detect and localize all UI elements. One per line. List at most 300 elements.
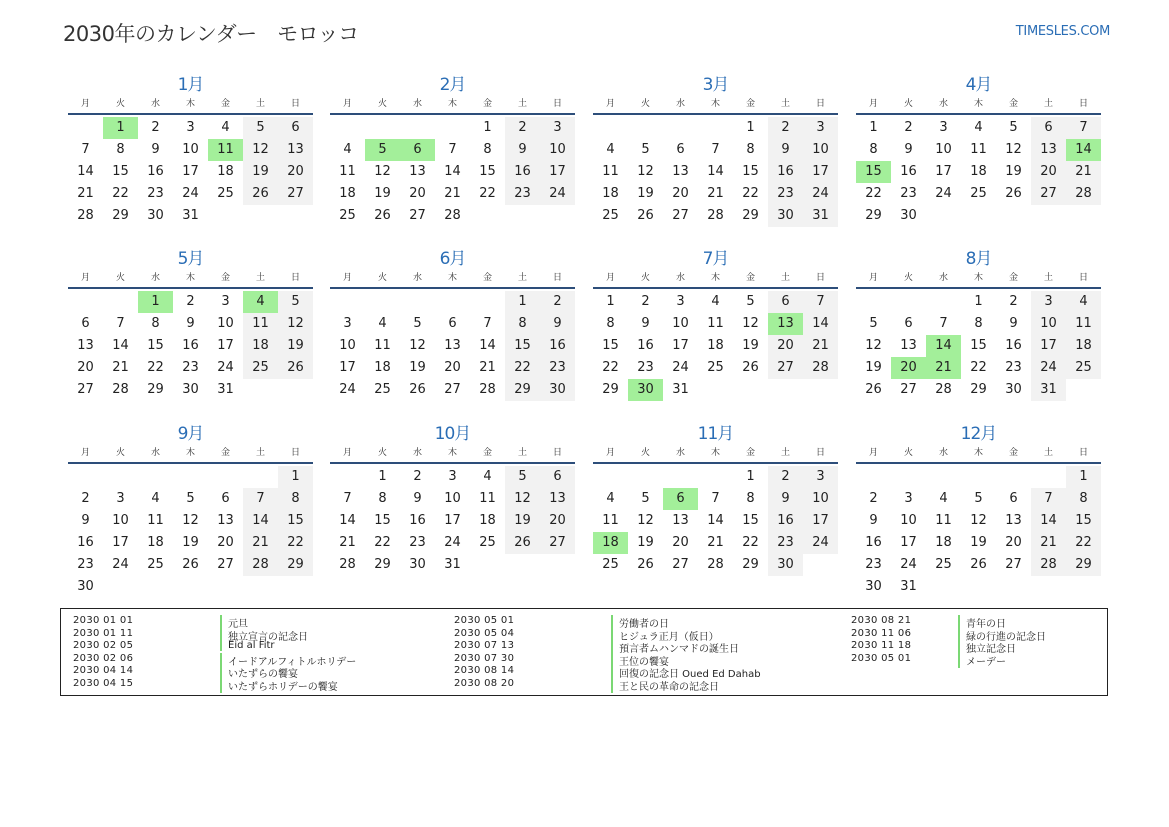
day-cell: 25	[217, 186, 234, 201]
weekday-header	[68, 445, 313, 461]
day-cell: 25	[935, 557, 952, 572]
day-cell: 3	[803, 466, 838, 488]
holiday-name: 王と民の革命の記念日	[611, 678, 719, 693]
day-cell: 17	[540, 161, 575, 183]
day-cell: 4	[483, 469, 492, 484]
weekday-label: 木	[447, 99, 457, 109]
day-cell: 17	[900, 535, 917, 550]
day-cell: 7	[81, 142, 90, 157]
empty-cell	[243, 379, 278, 401]
day-cell: 12	[374, 164, 391, 179]
weekday-header	[68, 270, 313, 286]
empty-cell	[733, 379, 768, 401]
site-link[interactable]: TIMESLES.COM	[1015, 24, 1110, 39]
day-cell: 22	[742, 535, 759, 550]
day-cell: 2	[869, 491, 878, 506]
day-cell: 23	[900, 186, 917, 201]
day-cell: 3	[676, 294, 685, 309]
holiday-date: 2030 08 21	[851, 615, 912, 626]
day-cell: 13	[540, 488, 575, 510]
day-cell: 9	[768, 488, 803, 510]
day-cell: 3	[803, 117, 838, 139]
day-cell: 11	[147, 513, 164, 528]
day-cell: 17	[339, 360, 356, 375]
day-cell: 14	[77, 164, 94, 179]
day-cell: 5	[641, 491, 650, 506]
day-cell: 22	[479, 186, 496, 201]
weekday-label: 月	[868, 273, 878, 283]
empty-cell	[926, 466, 961, 488]
day-cell: 12	[182, 513, 199, 528]
holiday-date: 2030 05 04	[454, 627, 515, 639]
day-grid	[330, 117, 575, 227]
day-cell: 18	[217, 164, 234, 179]
empty-cell	[996, 205, 1031, 227]
day-cell: 17	[672, 338, 689, 353]
day-cell: 17	[444, 513, 461, 528]
month-block	[593, 248, 838, 401]
header-rule	[593, 287, 838, 289]
empty-cell	[593, 117, 628, 139]
day-cell: 2	[641, 294, 650, 309]
day-cell: 9	[413, 491, 422, 506]
day-cell: 10	[672, 316, 689, 331]
empty-cell	[470, 205, 505, 227]
day-cell: 22	[602, 360, 619, 375]
holiday-name: メーデー	[958, 653, 1006, 668]
month-name: 8月	[965, 249, 992, 269]
empty-cell	[698, 466, 733, 488]
day-cell: 15	[1066, 510, 1101, 532]
day-cell: 19	[1005, 164, 1022, 179]
weekday-header	[68, 96, 313, 112]
day-cell: 25	[1066, 357, 1101, 379]
day-cell: 25	[339, 208, 356, 223]
weekday-label: 金	[1008, 448, 1018, 458]
holiday-date: 2030 07 30	[454, 652, 515, 664]
weekday-label: 日	[1078, 448, 1088, 458]
day-cell: 15	[970, 338, 987, 353]
day-cell: 20	[891, 357, 926, 379]
day-cell: 4	[343, 142, 352, 157]
day-cell: 18	[479, 513, 496, 528]
day-cell: 18	[243, 335, 278, 357]
page-title: 2030年のカレンダー モロッコ	[63, 22, 359, 46]
empty-cell	[1031, 205, 1066, 227]
day-cell: 22	[970, 360, 987, 375]
month-name: 4月	[965, 75, 992, 95]
weekday-label: 金	[482, 448, 492, 458]
weekday-label: 水	[938, 448, 948, 458]
day-cell: 7	[939, 316, 948, 331]
day-cell: 5	[641, 142, 650, 157]
header-rule	[68, 287, 313, 289]
day-cell: 13	[672, 164, 689, 179]
day-cell: 28	[1031, 554, 1066, 576]
day-cell: 30	[182, 382, 199, 397]
day-cell: 2	[904, 120, 913, 135]
day-cell: 24	[217, 360, 234, 375]
empty-cell	[768, 379, 803, 401]
empty-cell	[663, 117, 698, 139]
weekday-label: 日	[815, 448, 825, 458]
day-cell: 5	[278, 291, 313, 313]
day-cell: 13	[217, 513, 234, 528]
day-cell: 28	[77, 208, 94, 223]
weekday-header	[330, 270, 575, 286]
day-cell: 4	[1066, 291, 1101, 313]
holiday-date: 2030 02 05	[73, 640, 134, 652]
month-name: 11月	[697, 424, 734, 444]
day-cell: 29	[112, 208, 129, 223]
day-cell: 2	[768, 117, 803, 139]
weekday-label: 土	[255, 448, 265, 458]
empty-cell	[243, 205, 278, 227]
empty-cell	[470, 554, 505, 576]
empty-cell	[628, 466, 663, 488]
day-cell: 13	[768, 313, 803, 335]
day-cell: 5	[974, 491, 983, 506]
holiday-date: 2030 01 11	[73, 627, 134, 639]
day-cell: 16	[768, 510, 803, 532]
empty-cell	[926, 576, 961, 598]
weekday-label: 月	[80, 448, 90, 458]
month-block	[856, 74, 1101, 227]
day-cell: 6	[663, 488, 698, 510]
day-cell: 15	[505, 335, 540, 357]
holiday-name: 独立記念日	[958, 640, 1016, 655]
weekday-label: 日	[552, 448, 562, 458]
day-cell: 25	[374, 382, 391, 397]
empty-cell	[103, 576, 138, 598]
day-cell: 9	[1009, 316, 1018, 331]
day-cell: 15	[479, 164, 496, 179]
day-cell: 25	[602, 208, 619, 223]
day-cell: 28	[112, 382, 129, 397]
day-cell: 26	[243, 183, 278, 205]
month-name: 1月	[177, 75, 204, 95]
holiday-date: 2030 08 20	[454, 678, 515, 689]
day-cell: 13	[900, 338, 917, 353]
day-cell: 2	[186, 294, 195, 309]
day-cell: 7	[243, 488, 278, 510]
weekday-label: 日	[290, 448, 300, 458]
day-cell: 1	[505, 291, 540, 313]
day-cell: 14	[803, 313, 838, 335]
month-name: 5月	[177, 249, 204, 269]
holiday-date: 2030 05 01	[851, 652, 912, 664]
day-cell: 7	[343, 491, 352, 506]
day-cell: 16	[147, 164, 164, 179]
day-cell: 11	[707, 316, 724, 331]
header-rule	[68, 113, 313, 115]
holiday-name: 回復の記念日 Oued Ed Dahab	[611, 665, 761, 680]
day-cell: 21	[479, 360, 496, 375]
empty-cell	[1066, 576, 1101, 598]
day-cell: 21	[112, 360, 129, 375]
day-cell: 11	[602, 164, 619, 179]
day-cell: 1	[974, 294, 983, 309]
empty-cell	[400, 117, 435, 139]
weekday-label: 水	[675, 448, 685, 458]
weekday-label: 日	[815, 99, 825, 109]
empty-cell	[103, 466, 138, 488]
day-cell: 1	[378, 469, 387, 484]
day-cell: 4	[711, 294, 720, 309]
day-cell: 11	[243, 313, 278, 335]
weekday-label: 金	[745, 273, 755, 283]
day-cell: 15	[742, 164, 759, 179]
empty-cell	[593, 466, 628, 488]
day-cell: 27	[768, 357, 803, 379]
weekday-label: 木	[710, 99, 720, 109]
day-cell: 20	[1031, 161, 1066, 183]
day-cell: 7	[1066, 117, 1101, 139]
day-cell: 15	[147, 338, 164, 353]
day-cell: 6	[540, 466, 575, 488]
day-cell: 27	[444, 382, 461, 397]
day-cell: 17	[935, 164, 952, 179]
day-cell: 17	[803, 510, 838, 532]
weekday-label: 土	[780, 99, 790, 109]
weekday-label: 水	[675, 99, 685, 109]
day-cell: 3	[939, 120, 948, 135]
day-cell: 4	[606, 142, 615, 157]
day-cell: 2	[413, 469, 422, 484]
day-cell: 27	[217, 557, 234, 572]
day-cell: 26	[742, 360, 759, 375]
day-cell: 31	[803, 205, 838, 227]
weekday-label: 水	[412, 99, 422, 109]
day-cell: 21	[1066, 161, 1101, 183]
weekday-label: 日	[290, 273, 300, 283]
header-rule	[593, 113, 838, 115]
day-cell: 7	[116, 316, 125, 331]
empty-cell	[330, 117, 365, 139]
holiday-name: いたずらの饗宴	[220, 665, 298, 680]
day-cell: 26	[637, 557, 654, 572]
weekday-header	[593, 445, 838, 461]
weekday-header	[593, 270, 838, 286]
weekday-label: 土	[517, 273, 527, 283]
weekday-label: 日	[290, 99, 300, 109]
weekday-label: 火	[377, 273, 387, 283]
empty-cell	[435, 117, 470, 139]
day-cell: 22	[147, 360, 164, 375]
day-cell: 21	[77, 186, 94, 201]
day-cell: 6	[676, 142, 685, 157]
day-cell: 29	[742, 208, 759, 223]
day-cell: 8	[1066, 488, 1101, 510]
day-cell: 10	[1031, 313, 1066, 335]
empty-cell	[173, 576, 208, 598]
month-block	[330, 248, 575, 401]
day-cell: 31	[672, 382, 689, 397]
day-cell: 30	[768, 554, 803, 576]
empty-cell	[891, 466, 926, 488]
holiday-name: ヒジュラ正月（仮日）	[611, 628, 719, 643]
day-cell: 18	[970, 164, 987, 179]
holiday-date: 2030 07 13	[454, 640, 515, 652]
day-cell: 21	[803, 335, 838, 357]
empty-cell	[243, 576, 278, 598]
weekday-label: 月	[868, 99, 878, 109]
day-cell: 4	[939, 491, 948, 506]
day-cell: 10	[444, 491, 461, 506]
day-cell: 8	[151, 316, 160, 331]
day-cell: 20	[444, 360, 461, 375]
header-rule	[856, 113, 1101, 115]
day-cell: 27	[77, 382, 94, 397]
day-cell: 16	[1005, 338, 1022, 353]
day-cell: 28	[707, 557, 724, 572]
day-cell: 30	[865, 579, 882, 594]
day-cell: 12	[243, 139, 278, 161]
weekday-label: 木	[185, 273, 195, 283]
holiday-date: 2030 02 06	[73, 652, 134, 664]
day-cell: 30	[77, 579, 94, 594]
day-cell: 24	[672, 360, 689, 375]
day-cell: 27	[672, 557, 689, 572]
day-cell: 20	[77, 360, 94, 375]
day-cell: 6	[81, 316, 90, 331]
weekday-label: 木	[710, 273, 720, 283]
holiday-name: イードアルフィトルホリデー	[220, 653, 356, 668]
day-cell: 18	[1066, 335, 1101, 357]
weekday-label: 水	[150, 273, 160, 283]
day-grid	[593, 117, 838, 227]
day-cell: 6	[448, 316, 457, 331]
weekday-label: 土	[517, 99, 527, 109]
weekday-label: 金	[1008, 273, 1018, 283]
day-cell: 1	[1066, 466, 1101, 488]
day-cell: 20	[672, 535, 689, 550]
month-name: 3月	[702, 75, 729, 95]
day-cell: 13	[409, 164, 426, 179]
day-cell: 13	[1031, 139, 1066, 161]
day-cell: 14	[444, 164, 461, 179]
day-cell: 15	[602, 338, 619, 353]
weekday-header	[856, 96, 1101, 112]
day-cell: 20	[672, 186, 689, 201]
day-cell: 22	[742, 186, 759, 201]
day-cell: 11	[208, 139, 243, 161]
month-block	[593, 423, 838, 576]
day-cell: 24	[540, 183, 575, 205]
holiday-name: Eid al Fitr	[220, 640, 275, 651]
day-cell: 10	[935, 142, 952, 157]
day-cell: 26	[505, 532, 540, 554]
day-cell: 26	[182, 557, 199, 572]
day-cell: 19	[742, 338, 759, 353]
day-cell: 14	[479, 338, 496, 353]
day-cell: 10	[339, 338, 356, 353]
day-cell: 4	[378, 316, 387, 331]
day-cell: 27	[900, 382, 917, 397]
weekday-label: 月	[605, 448, 615, 458]
empty-cell	[278, 379, 313, 401]
empty-cell	[243, 466, 278, 488]
day-cell: 1	[103, 117, 138, 139]
holiday-name: 緑の行進の記念日	[958, 628, 1046, 643]
weekday-header	[593, 96, 838, 112]
day-cell: 6	[278, 117, 313, 139]
empty-cell	[961, 466, 996, 488]
day-cell: 20	[409, 186, 426, 201]
month-block	[593, 74, 838, 227]
empty-cell	[996, 576, 1031, 598]
empty-cell	[1066, 379, 1101, 401]
day-cell: 20	[278, 161, 313, 183]
day-cell: 13	[77, 338, 94, 353]
weekday-label: 金	[220, 448, 230, 458]
day-cell: 10	[182, 142, 199, 157]
empty-cell	[435, 291, 470, 313]
day-cell: 5	[505, 466, 540, 488]
day-cell: 18	[935, 535, 952, 550]
weekday-label: 金	[482, 99, 492, 109]
day-cell: 11	[1066, 313, 1101, 335]
day-cell: 20	[768, 335, 803, 357]
header-rule	[68, 462, 313, 464]
day-cell: 18	[707, 338, 724, 353]
day-cell: 28	[803, 357, 838, 379]
holiday-date: 2030 01 01	[73, 615, 134, 626]
holiday-date: 2030 11 06	[851, 627, 912, 639]
day-cell: 7	[711, 142, 720, 157]
day-cell: 7	[711, 491, 720, 506]
day-cell: 12	[637, 513, 654, 528]
day-cell: 22	[865, 186, 882, 201]
day-cell: 12	[278, 313, 313, 335]
day-cell: 14	[243, 510, 278, 532]
weekday-label: 金	[482, 273, 492, 283]
day-cell: 11	[479, 491, 496, 506]
day-grid	[856, 291, 1101, 401]
day-grid	[68, 291, 313, 401]
weekday-label: 土	[780, 273, 790, 283]
day-cell: 16	[77, 535, 94, 550]
day-cell: 24	[182, 186, 199, 201]
day-cell: 3	[343, 316, 352, 331]
day-cell: 13	[1005, 513, 1022, 528]
weekday-label: 木	[973, 448, 983, 458]
weekday-label: 月	[342, 273, 352, 283]
day-cell: 9	[186, 316, 195, 331]
day-cell: 1	[869, 120, 878, 135]
day-cell: 29	[602, 382, 619, 397]
day-cell: 1	[483, 120, 492, 135]
day-cell: 12	[865, 338, 882, 353]
empty-cell	[330, 466, 365, 488]
empty-cell	[68, 466, 103, 488]
month-block	[68, 248, 313, 401]
empty-cell	[278, 205, 313, 227]
weekday-label: 日	[552, 273, 562, 283]
day-cell: 29	[970, 382, 987, 397]
weekday-label: 月	[605, 99, 615, 109]
day-cell: 9	[904, 142, 913, 157]
weekday-label: 水	[412, 448, 422, 458]
weekday-label: 日	[1078, 273, 1088, 283]
day-cell: 29	[505, 379, 540, 401]
day-cell: 21	[243, 532, 278, 554]
empty-cell	[138, 466, 173, 488]
weekday-label: 金	[745, 99, 755, 109]
day-cell: 9	[81, 513, 90, 528]
day-cell: 7	[483, 316, 492, 331]
day-cell: 30	[540, 379, 575, 401]
